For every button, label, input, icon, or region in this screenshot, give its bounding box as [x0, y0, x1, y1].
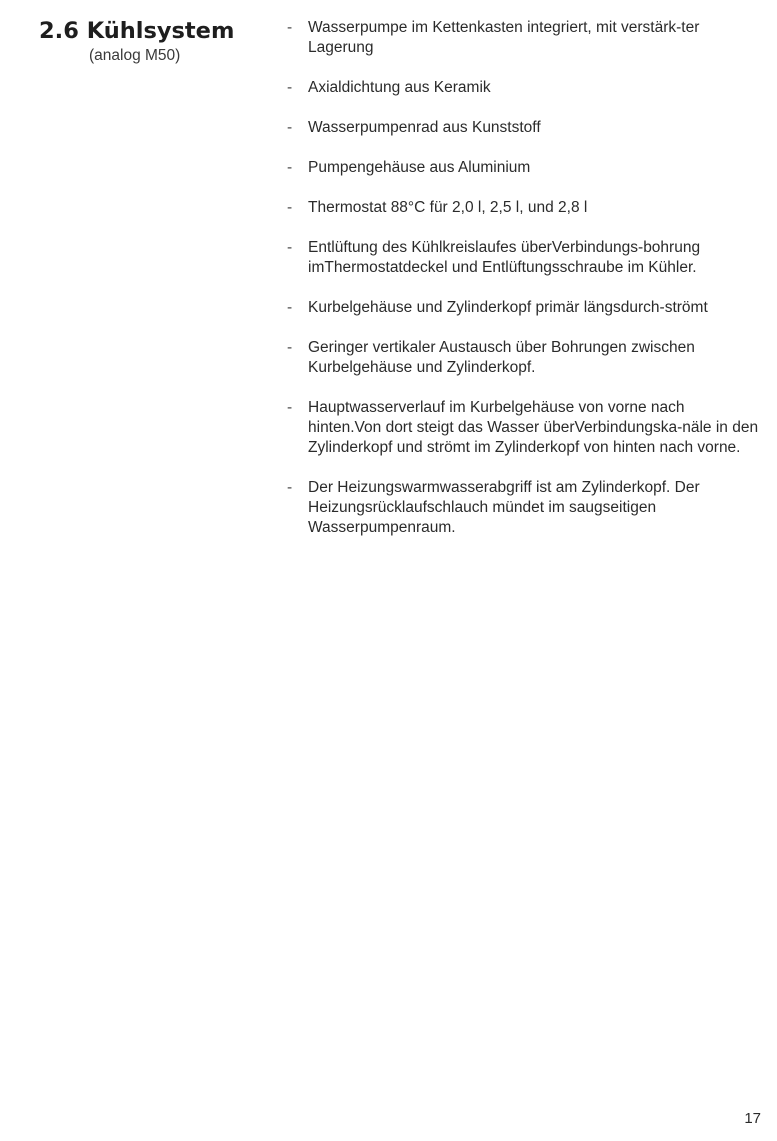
section-subtitle: (analog M50) — [89, 47, 181, 64]
list-item-text: Axialdichtung aus Keramik — [308, 79, 491, 96]
list-item-text: Geringer vertikaler Austausch über Bohrungen zwischen Kurbelgehäuse und Zylinderkopf. — [308, 339, 695, 376]
bullet-dash: - — [287, 299, 293, 316]
list-item — [287, 338, 762, 378]
bullet-dash: - — [287, 399, 293, 416]
page-number: 17 — [744, 1110, 761, 1127]
list-item — [287, 398, 762, 458]
list-item-text: Thermostat 88°C für 2,0 l, 2,5 l, und 2,8 l — [308, 199, 588, 216]
bullet-dash: - — [287, 119, 293, 136]
list-item-text: Pumpengehäuse aus Aluminium — [308, 159, 531, 176]
bullet-dash: - — [287, 159, 293, 176]
list-item — [287, 158, 762, 178]
list-item — [287, 198, 762, 218]
list-item-text: Kurbelgehäuse und Zylinderkopf primär längsdurch-strömt — [308, 299, 708, 316]
bullet-dash: - — [287, 339, 293, 356]
section-title: 2.6 Kühlsystem — [39, 18, 235, 44]
bullet-dash: - — [287, 199, 293, 216]
list-item — [287, 478, 762, 538]
list-item — [287, 298, 762, 318]
list-item — [287, 118, 762, 138]
list-item-text: Entlüftung des Kühlkreislaufes überVerbindungs-bohrung imThermostatdeckel und Entlüftungsschraube im Kühler. — [308, 239, 701, 276]
bullet-list — [287, 18, 762, 558]
list-item — [287, 18, 762, 58]
list-item-text: Hauptwasserverlauf im Kurbelgehäuse von vorne nach hinten.Von dort steigt das Wasser überVerbindungska-näle in den Zylinderkopf und strömt im Zylinderkopf von hinten nach vorne. — [308, 399, 759, 456]
list-item — [287, 78, 762, 98]
list-item — [287, 238, 762, 278]
section-heading — [39, 16, 264, 66]
bullet-dash: - — [287, 79, 293, 96]
bullet-dash: - — [287, 479, 293, 496]
list-item-text: Wasserpumpenrad aus Kunststoff — [308, 119, 541, 136]
bullet-dash: - — [287, 19, 293, 36]
bullet-dash: - — [287, 239, 293, 256]
list-item-text: Wasserpumpe im Kettenkasten integriert, mit verstärk-ter Lagerung — [308, 19, 700, 56]
list-item-text: Der Heizungswarmwasserabgriff ist am Zylinderkopf. Der Heizungsrücklaufschlauch mündet im saugseitigen Wasserpumpenraum. — [308, 479, 700, 536]
